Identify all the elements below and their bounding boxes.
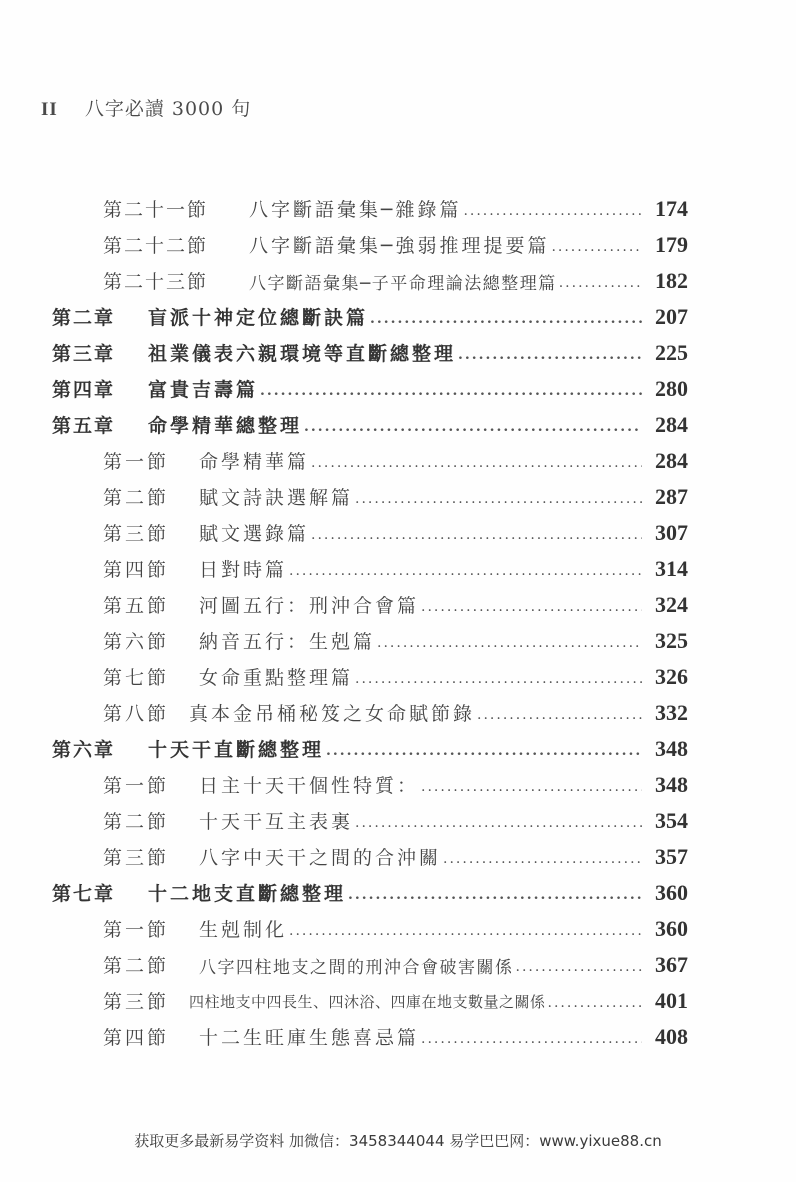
toc-entry-title: 日主十天干個性特質：: [199, 775, 420, 797]
dot-leader: [289, 923, 642, 942]
toc-entry-title: 真本金吊桶秘笈之女命賦節錄: [189, 703, 476, 725]
toc-entry-page: 360: [655, 880, 688, 905]
toc-entry[interactable]: [103, 262, 688, 294]
toc-entry-title: 日對時篇: [199, 559, 288, 581]
toc-entry-page: 348: [655, 772, 688, 797]
toc-entry-number: 第二十三節: [103, 271, 209, 293]
dot-leader: [421, 779, 642, 798]
dot-leader: [443, 851, 642, 870]
toc-entry-title: 十天干直斷總整理: [148, 739, 325, 761]
toc-entry-title: 十二地支直斷總整理: [148, 883, 347, 905]
toc-entry-page: 332: [655, 700, 688, 725]
toc-entry-title: 富貴吉壽篇: [148, 379, 259, 401]
toc-entry-page: 280: [655, 376, 688, 401]
toc-entry-title: 賦文選錄篇: [199, 523, 310, 545]
dot-leader: [370, 311, 642, 330]
toc-entry-title: 八字斷語彙集─強弱推理提要篇: [249, 235, 550, 257]
toc-chapter-entry[interactable]: [52, 874, 688, 906]
toc-entry[interactable]: [103, 982, 688, 1014]
dot-leader: [559, 275, 642, 294]
toc-entry-page: 284: [655, 412, 688, 437]
toc-entry-title: 十天干互主表裏: [199, 811, 354, 833]
dot-leader: [355, 491, 642, 510]
toc-entry-page: 348: [655, 736, 688, 761]
toc-entry-number: 第一節: [103, 451, 170, 473]
dot-leader: [355, 815, 642, 834]
toc-entry-number: 第七章: [52, 883, 116, 905]
toc-entry-page: 287: [655, 484, 688, 509]
dot-leader: [551, 239, 642, 258]
dot-leader: [289, 563, 642, 582]
toc-entry-number: 第五章: [52, 415, 116, 437]
toc-entry-number: 第七節: [103, 667, 170, 689]
toc-entry[interactable]: [103, 550, 688, 582]
dot-leader: [516, 959, 643, 978]
toc-entry-title: 八字中天干之間的合沖關: [199, 847, 442, 869]
toc-entry-number: 第五節: [103, 595, 170, 617]
toc-entry-page: 354: [655, 808, 688, 833]
toc-entry-number: 第四節: [103, 559, 170, 581]
dot-leader: [260, 383, 642, 402]
book-title: 八字必讀 3000 句: [84, 98, 252, 120]
toc-entry[interactable]: [103, 694, 688, 726]
toc-entry[interactable]: [103, 838, 688, 870]
toc-chapter-entry[interactable]: [52, 370, 688, 402]
toc-entry-page: 174: [655, 196, 688, 221]
toc-chapter-entry[interactable]: [52, 730, 688, 762]
dot-leader: [477, 707, 642, 726]
toc-entry-number: 第三節: [103, 991, 170, 1013]
toc-chapter-entry[interactable]: [52, 334, 688, 366]
dot-leader: [421, 1031, 642, 1050]
toc-entry-number: 第三節: [103, 847, 170, 869]
toc-entry-number: 第二節: [103, 487, 170, 509]
toc-entry-number: 第三章: [52, 343, 116, 365]
dot-leader: [311, 455, 642, 474]
toc-entry[interactable]: [103, 658, 688, 690]
toc-entry[interactable]: [103, 910, 688, 942]
dot-leader: [311, 527, 642, 546]
toc-entry-number: 第四節: [103, 1027, 170, 1049]
toc-entry-title: 八字斷語彙集─子平命理論法總整理篇: [249, 274, 557, 294]
toc-entry[interactable]: [103, 802, 688, 834]
toc-chapter-entry[interactable]: [52, 406, 688, 438]
toc-entry-title: 八字斷語彙集─雜錄篇: [249, 199, 462, 221]
toc-entry-number: 第六章: [52, 739, 116, 761]
page-folio: II: [41, 99, 58, 120]
toc-entry-number: 第八節: [103, 703, 170, 725]
toc-entry-page: 324: [655, 592, 688, 617]
toc-entry-page: 314: [655, 556, 688, 581]
toc-entry[interactable]: [103, 190, 688, 222]
toc-entry-title: 生剋制化: [199, 919, 288, 941]
toc-entry[interactable]: [103, 514, 688, 546]
toc-entry-page: 182: [655, 268, 688, 293]
toc-entry-page: 284: [655, 448, 688, 473]
toc-entry-number: 第二節: [103, 955, 170, 977]
dot-leader: [463, 203, 642, 222]
toc-entry-title: 女命重點整理篇: [199, 667, 354, 689]
toc-entry-title: 河圖五行：刑沖合會篇: [199, 595, 420, 617]
toc-entry-number: 第二十二節: [103, 235, 209, 257]
toc-entry-page: 325: [655, 628, 688, 653]
toc-entry-number: 第一節: [103, 919, 170, 941]
toc-entry-page: 307: [655, 520, 688, 545]
running-head: [41, 94, 251, 121]
toc-entry-number: 第二章: [52, 307, 116, 329]
toc-entry-page: 367: [655, 952, 688, 977]
dot-leader: [377, 635, 642, 654]
toc-entry-page: 408: [655, 1024, 688, 1049]
dot-leader: [355, 671, 642, 690]
toc-entry-number: 第二十一節: [103, 199, 209, 221]
dot-leader: [458, 347, 642, 366]
toc-entry-title: 四柱地支中四長生、四沐浴、四庫在地支數量之關係: [189, 993, 546, 1011]
toc-entry-page: 360: [655, 916, 688, 941]
toc-entry[interactable]: [103, 766, 688, 798]
toc-entry-number: 第六節: [103, 631, 170, 653]
toc-entry-title: 賦文詩訣選解篇: [199, 487, 354, 509]
toc-entry-title: 命學精華篇: [199, 451, 310, 473]
dot-leader: [548, 995, 642, 1014]
dot-leader: [304, 419, 642, 438]
toc-entry[interactable]: [103, 226, 688, 258]
toc-entry-title: 盲派十神定位總斷訣篇: [148, 307, 369, 329]
toc-entry-number: 第三節: [103, 523, 170, 545]
toc-entry[interactable]: [103, 1018, 688, 1050]
toc-entry-title: 十二生旺庫生態喜忌篇: [199, 1027, 420, 1049]
dot-leader: [421, 599, 642, 618]
toc-entry-page: 401: [655, 988, 688, 1013]
toc-entry-page: 207: [655, 304, 688, 329]
toc-entry-number: 第二節: [103, 811, 170, 833]
toc-entry-title: 納音五行：生剋篇: [199, 631, 376, 653]
toc-entry[interactable]: [103, 442, 688, 474]
toc-chapter-entry[interactable]: [52, 298, 688, 330]
toc-entry-page: 225: [655, 340, 688, 365]
toc-entry-title: 祖業儀表六親環境等直斷總整理: [148, 343, 457, 365]
dot-leader: [348, 887, 642, 906]
toc-entry-title: 命學精華總整理: [148, 415, 303, 437]
toc-entry-number: 第四章: [52, 379, 116, 401]
dot-leader: [326, 743, 642, 762]
toc-entry[interactable]: [103, 622, 688, 654]
toc-entry[interactable]: [103, 586, 688, 618]
toc-entry[interactable]: [103, 478, 688, 510]
toc-entry-title: 八字四柱地支之間的刑沖合會破害關係: [199, 958, 514, 978]
toc-entry-page: 357: [655, 844, 688, 869]
toc-entry[interactable]: [103, 946, 688, 978]
footer-watermark: 获取更多最新易学资料 加微信：3458344044 易学巴巴网：www.yixue88.cn: [134, 1132, 662, 1150]
toc-entry-page: 326: [655, 664, 688, 689]
toc-entry-number: 第一節: [103, 775, 170, 797]
toc-entry-page: 179: [655, 232, 688, 257]
